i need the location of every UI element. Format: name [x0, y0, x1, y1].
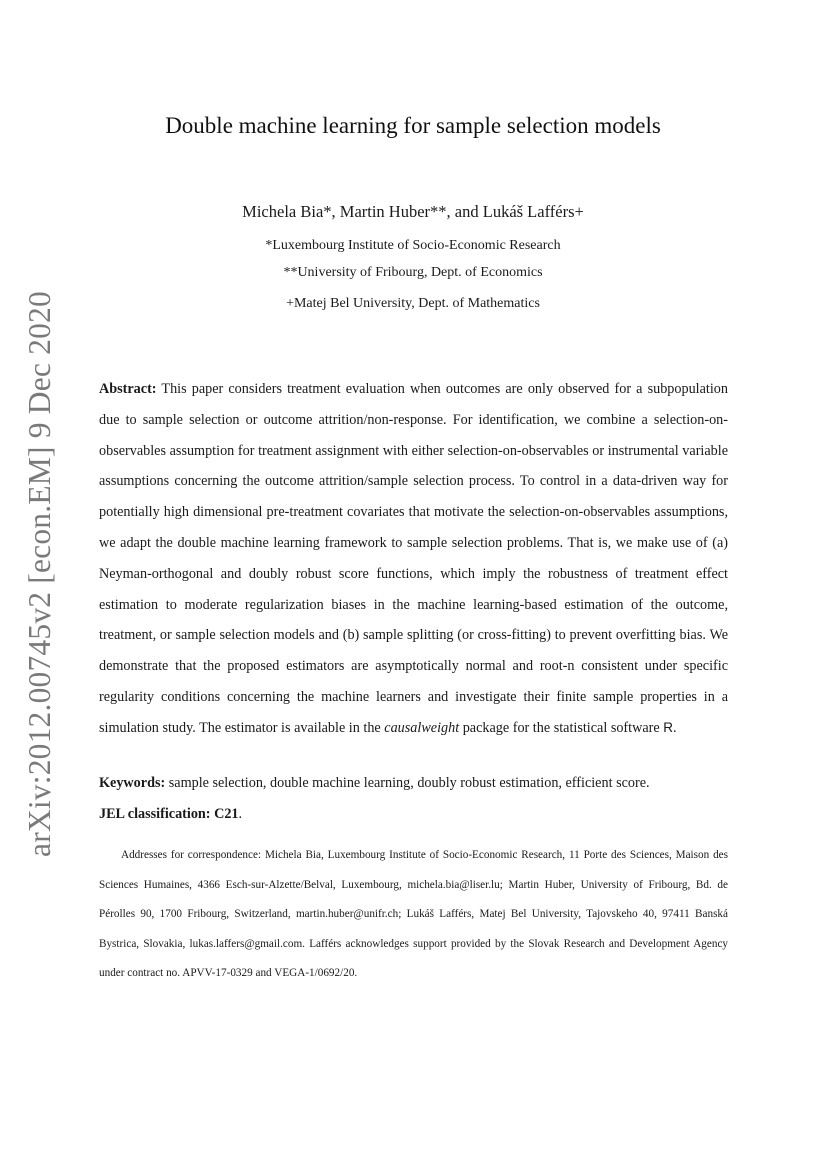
package-name: causalweight — [384, 719, 460, 736]
keywords-text: sample selection, double machine learning, doubly robust estimation, efficient score. — [168, 775, 650, 791]
correspondence-addresses — [99, 841, 728, 989]
software-name: R — [663, 719, 673, 735]
arxiv-identifier-stamp: arXiv:2012.00745v2 [econ.EM] 9 Dec 2020 — [22, 291, 57, 857]
addresses-text: Addresses for correspondence: Michela Bia, Luxembourg Institute of Socio-Economic Research, 11 Porte des Sciences, Maison des Sciences Humaines, 4366 Esch-sur-Alzette/Belval, Luxembourg, michela.bia@liser.lu; Martin Huber, University of Fribourg, Bd. de Pérolles 90, 1700 Fribourg, Switzerland, martin.huber@unifr.ch; Lukáš Lafférs, Matej Bel University, Tajovskeho 40, 97411 Banská Bystrica, Slovakia, lukas.laffers@gmail.com. Lafférs acknowledges support provided by the Slovak Research and Development Agency under contract no. APVV-17-0329 and VEGA-1/0692/20. — [99, 849, 728, 980]
affiliation-2: **University of Fribourg, Dept. of Economics — [283, 265, 543, 280]
abstract-label: Abstract: — [99, 381, 157, 397]
keywords-label: Keywords: — [99, 775, 166, 791]
abstract-end-punct: . — [672, 719, 677, 736]
affiliation-3: +Matej Bel University, Dept. of Mathematics — [286, 296, 540, 311]
jel-end-punct: . — [238, 806, 243, 822]
affiliation-1: *Luxembourg Institute of Socio-Economic Research — [265, 238, 561, 253]
paper-title: Double machine learning for sample selection models — [165, 113, 661, 138]
abstract-section — [99, 374, 728, 744]
jel-label: JEL classification: — [99, 806, 211, 822]
abstract-paragraph — [99, 374, 728, 744]
abstract-text-tail: package for the statistical software — [462, 719, 660, 736]
abstract-text: This paper considers treatment evaluation when outcomes are only observed for a subpopulation due to sample selection or outcome attrition/non-response. For identification, we combine a selection-on-observables assumption for treatment assignment with either selection-on-observables or instrumental variable assumptions concerning the outcome attrition/sample selection process. To control in a data-driven way for potentially high dimensional pre-treatment covariates that motivate the selection-on-observables assumptions, we adapt the double machine learning framework to sample selection problems. That is, we make use of (a) Neyman-orthogonal and doubly robust score functions, which imply the robustness of treatment effect estimation to moderate regularization biases in the machine learning-based estimation of the outcome, treatment, or sample selection models and (b) sample splitting (or cross-fitting) to prevent overfitting bias. We demonstrate that the proposed estimators are asymptotically normal and root-n consistent under specific regularity conditions concerning the machine learners and investigate their finite sample properties in a simulation study. The estimator is available in the — [99, 381, 728, 736]
author-list: Michela Bia*, Martin Huber**, and Lukáš Lafférs+ — [242, 202, 584, 221]
jel-classification-line — [99, 806, 728, 823]
jel-code: C21 — [214, 806, 239, 822]
keywords-line — [99, 775, 728, 792]
